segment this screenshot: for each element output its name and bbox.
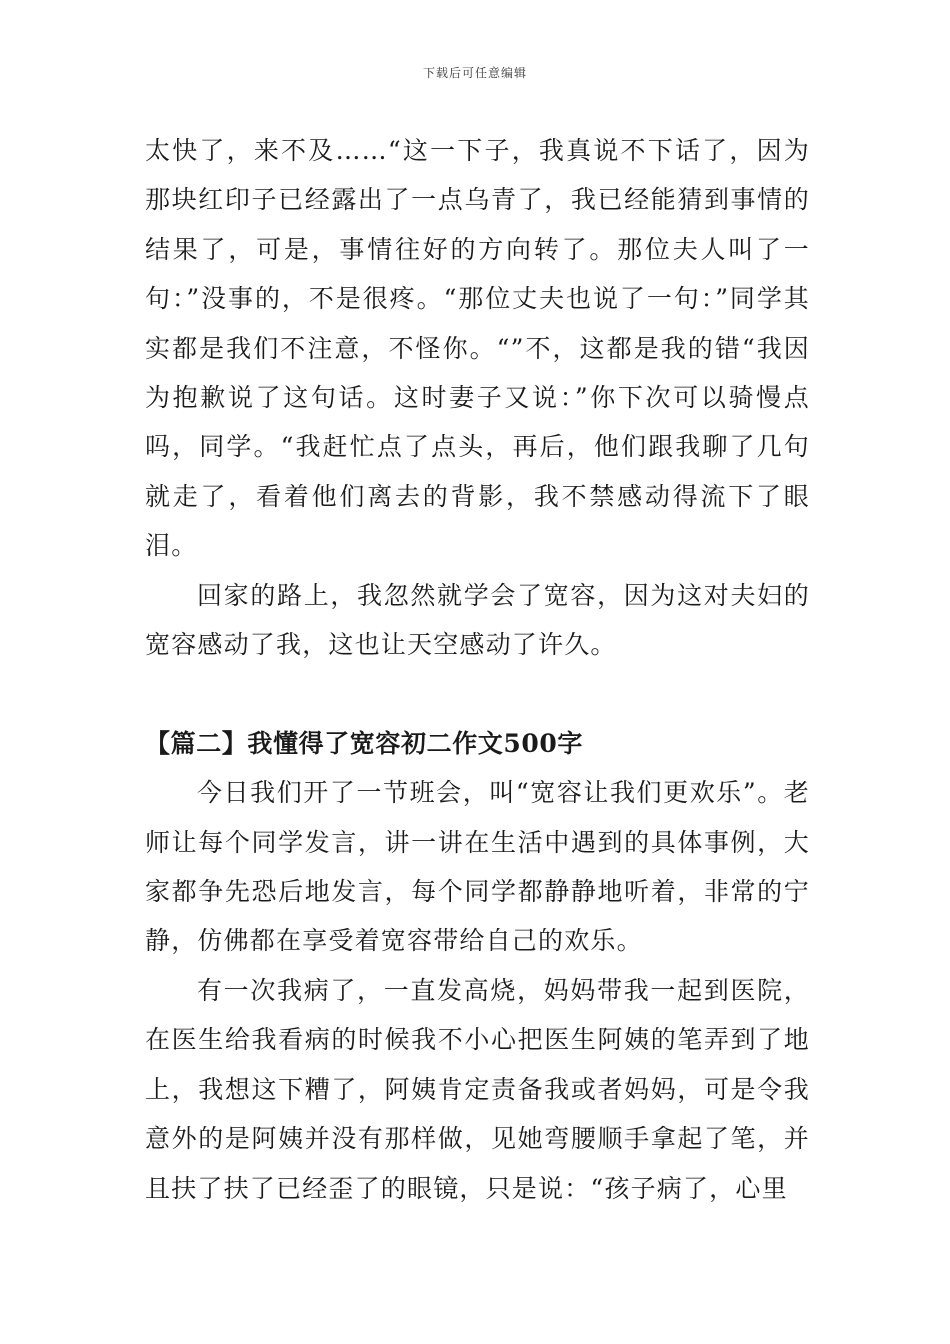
section-title: 【篇二】我懂得了宽容初二作文500字 xyxy=(145,728,583,758)
paragraph: 太快了，来不及……“这一下子，我真说不下话了，因为那块红印子已经露出了一点乌青了，我已经能猜到事情的结果了，可是，事情往好的方向转了。那位夫人叫了一句：”没事的，不是很疼。“那位丈夫也说了一句：”同学其实都是我们不注意，不怪你。“”不，这都是我的错“我因为抱歉说了这句话。这时妻子又说：”你下次可以骑慢点吗，同学。“我赶忙点了点头，再后，他们跟我聊了几句就走了，看着他们离去的背影，我不禁感动得流下了眼泪。 xyxy=(145,136,810,561)
paragraph: 回家的路上，我忽然就学会了宽容，因为这对夫妇的宽容感动了我，这也让天空感动了许久。 xyxy=(145,580,810,660)
paragraph: 今日我们开了一节班会，叫“宽容让我们更欢乐”。老师让每个同学发言，讲一讲在生活中遇到的具体事例，大家都争先恐后地发言，每个同学都静静地听着，非常的宁静，仿佛都在享受着宽容带给自己的欢乐。 xyxy=(145,778,810,956)
paragraph-gap xyxy=(145,669,810,718)
paragraph: 有一次我病了，一直发高烧，妈妈带我一起到医院，在医生给我看病的时候我不小心把医生阿姨的笔弄到了地上，我想这下糟了，阿姨肯定责备我或者妈妈，可是令我意外的是阿姨并没有那样做，见她弯腰顺手拿起了笔，并且扶了扶了已经歪了的眼镜，只是说：“孩子病了，心里 xyxy=(145,975,810,1203)
article-body xyxy=(145,126,810,1213)
header-note: 下载后可任意编辑 xyxy=(422,66,527,80)
